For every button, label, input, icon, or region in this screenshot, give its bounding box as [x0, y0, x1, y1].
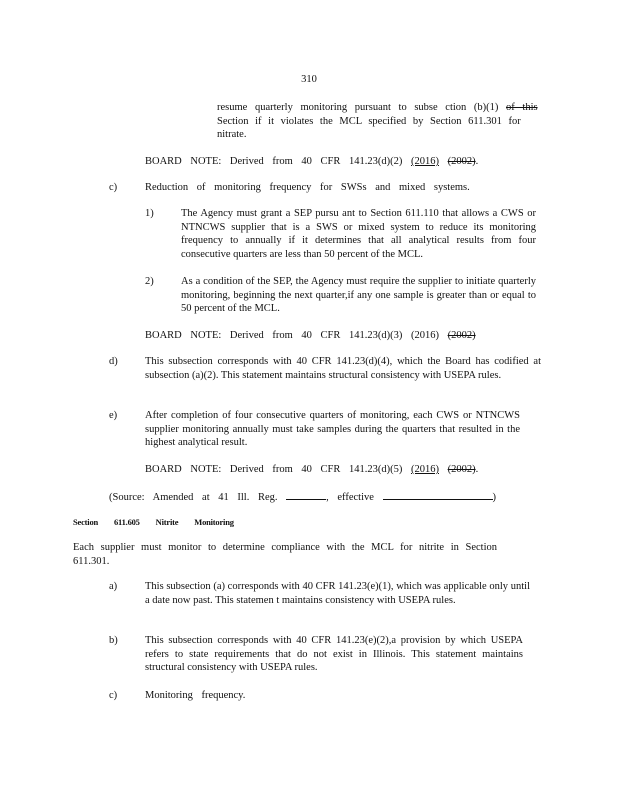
- subsection-label-c2: c): [109, 690, 118, 701]
- subsection-label-c: c): [109, 182, 118, 193]
- section-intro: Each supplier must monitor to determine compliance with the MCL for nitrite in Section 611.301.: [73, 542, 497, 567]
- item-label-2: 2): [145, 276, 154, 287]
- board-note-3: BOARD NOTE: Derived from 40 CFR 141.23(d)(5) (2016) (2002).: [145, 464, 479, 475]
- board-note-2: BOARD NOTE: Derived from 40 CFR 141.23(d)(3) (2016) (2002): [145, 330, 476, 341]
- item-2-text: As a condition of the SEP, the Agency must require the supplier to initiate quarterly monitoring, beginning the next quarter,if any one sample is greater than or equal to 50 percent of the MCL.: [181, 276, 536, 314]
- continuation-line-2: Section if it violates the MCL specified by Section 611.301 for: [217, 115, 521, 127]
- item-label-1: 1): [145, 208, 154, 219]
- register-blank: [286, 489, 326, 500]
- effective-date-blank: [383, 489, 493, 500]
- deleted-text: (2002): [447, 464, 476, 475]
- deleted-text: (2002): [447, 330, 476, 341]
- continuation-line-3: nitrate.: [217, 129, 247, 140]
- inserted-text: (2016): [410, 464, 439, 475]
- subsection-c2-text: Monitoring frequency.: [145, 690, 246, 701]
- subsection-a-text: This subsection (a) corresponds with 40 CFR 141.23(e)(1), which was applicable only until a date now past. This statemen t maintains consistency with USEPA rules.: [145, 581, 530, 606]
- section-heading: Section 611.605 Nitrite Monitoring: [73, 517, 234, 527]
- subsection-b-text: This subsection corresponds with 40 CFR 141.23(e)(2),a provision by which USEPA refers to state requirements that do not exist in Illinois. This statement maintains structural consistency with USEPA rules.: [145, 635, 523, 673]
- source-note: (Source: Amended at 41 Ill. Reg. , effective ): [109, 489, 496, 505]
- subsection-e-text: After completion of four consecutive quarters of monitoring, each CWS or NTNCWS supplier monitoring annually must take samples during the quarters that resulted in the highest analytical result.: [145, 410, 520, 448]
- subsection-d-text: This subsection corresponds with 40 CFR 141.23(d)(4), which the Board has codified at subsection (a)(2). This statement maintains structural consistency with USEPA rules.: [145, 356, 541, 381]
- subsection-label-b: b): [109, 635, 118, 646]
- page-number: 310: [301, 74, 317, 85]
- continuation-line-1: resume quarterly monitoring pursuant to subse ction (b)(1) of this: [217, 102, 538, 113]
- inserted-text: (2016): [410, 156, 439, 167]
- item-1-text: The Agency must grant a SEP pursu ant to Section 611.110 that allows a CWS or NTNCWS supplier that is a SWS or mixed system to reduce its monitoring frequency to annually if it determines that all analytical results from four consecutive quarters are less than 50 percent of the MCL.: [181, 208, 536, 260]
- continuation-paragraph: [217, 101, 538, 142]
- subsection-c-text: Reduction of monitoring frequency for SWSs and mixed systems.: [145, 182, 470, 193]
- subsection-label-e: e): [109, 410, 118, 421]
- subsection-label-a: a): [109, 581, 118, 592]
- board-note-1: BOARD NOTE: Derived from 40 CFR 141.23(d)(2) (2016) (2002).: [145, 156, 479, 167]
- subsection-label-d: d): [109, 356, 118, 367]
- deleted-text: of this: [506, 102, 538, 113]
- deleted-text: (2002): [447, 156, 476, 167]
